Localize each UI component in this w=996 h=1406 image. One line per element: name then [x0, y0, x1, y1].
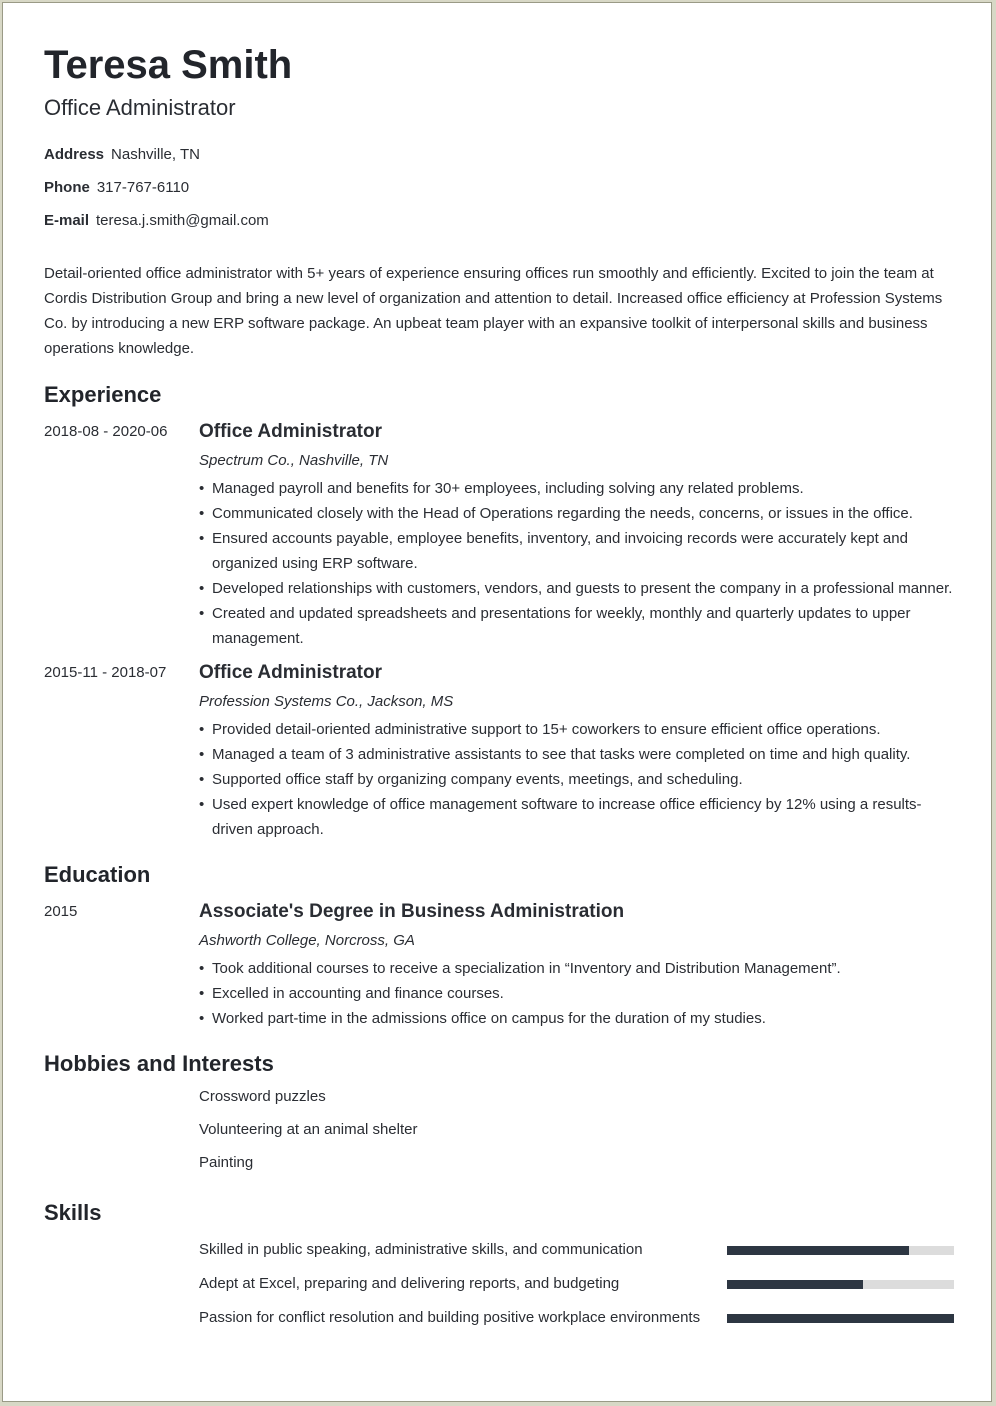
- contact-value: 317-767-6110: [96, 179, 190, 196]
- skill-level-bar: [727, 1246, 954, 1255]
- hobby-item: Volunteering at an animal shelter: [199, 1121, 418, 1138]
- bullet-list: [199, 717, 954, 842]
- contact-value: teresa.j.smith@gmail.com: [96, 212, 269, 229]
- entry-body: [199, 421, 954, 651]
- skill-name: Passion for conflict resolution and building positive workplace environments: [199, 1309, 701, 1326]
- hobby-item: Crossword puzzles: [199, 1088, 326, 1105]
- experience-entry: [44, 662, 954, 842]
- hobby-item: Painting: [199, 1154, 254, 1171]
- bullet-item: • Excelled in accounting and finance courses.: [199, 981, 954, 1006]
- bullet-item: • Managed payroll and benefits for 30+ employees, including solving any related problems.: [199, 476, 954, 501]
- skill-level-fill: [727, 1314, 954, 1323]
- resume-page: [2, 2, 992, 1402]
- contact-label: Phone: [44, 179, 90, 196]
- skill-row: [199, 1301, 954, 1335]
- skills-heading: Skills: [44, 1200, 102, 1225]
- resume-content: [44, 41, 954, 1335]
- bullet-item: • Provided detail-oriented administrative support to 15+ coworkers to ensure efficient office operations.: [199, 717, 954, 742]
- hobbies-heading: Hobbies and Interests: [44, 1051, 274, 1076]
- skill-row: [199, 1233, 954, 1267]
- entry-dates: 2015: [44, 903, 78, 920]
- skill-level-bar: [727, 1314, 954, 1323]
- skill-name: Adept at Excel, preparing and delivering reports, and budgeting: [199, 1275, 620, 1292]
- bullet-list: [199, 956, 954, 1031]
- bullet-item: • Ensured accounts payable, employee benefits, inventory, and invoicing records were accurately kept and organized using ERP software.: [199, 526, 954, 576]
- education-heading: Education: [44, 862, 151, 887]
- education-entry: [44, 901, 954, 1031]
- contact-label: Address: [44, 146, 105, 163]
- candidate-title: Office Administrator: [44, 95, 236, 120]
- skill-level-bar: [727, 1280, 954, 1289]
- skill-level-fill: [727, 1246, 909, 1255]
- job-title: Office Administrator: [199, 662, 382, 683]
- skill-level-fill: [727, 1280, 863, 1289]
- skill-row: [199, 1267, 954, 1301]
- skills-list: [44, 1233, 954, 1335]
- hobbies-list: [199, 1087, 954, 1186]
- experience-heading: Experience: [44, 382, 162, 407]
- entry-dates: 2015-11 - 2018-07: [44, 664, 167, 681]
- company-name: Spectrum Co., Nashville, TN: [199, 452, 389, 469]
- bullet-list: [199, 476, 954, 651]
- entry-body: [199, 662, 954, 842]
- bullet-item: • Worked part-time in the admissions office on campus for the duration of my studies.: [199, 1006, 954, 1031]
- bullet-item: • Took additional courses to receive a specialization in “Inventory and Distribution Management”.: [199, 956, 954, 981]
- contact-value: Nashville, TN: [111, 146, 200, 163]
- skill-name: Skilled in public speaking, administrative skills, and communication: [199, 1241, 643, 1258]
- contact-block: [44, 146, 954, 245]
- summary-paragraph: Detail-oriented office administrator with 5+ years of experience ensuring offices run smoothly and efficiently. Excited to join the team at Cordis Distribution Group and bring a new level of organization and attention to detail. Increased office efficiency at Profession Systems Co. by introducing a new ERP software package. An upbeat team player with an expansive toolkit of interpersonal skills and business operations knowledge.: [44, 265, 943, 357]
- experience-entry: [44, 421, 954, 651]
- bullet-item: • Created and updated spreadsheets and presentations for weekly, monthly and quarterly updates to upper management.: [199, 601, 954, 651]
- bullet-item: • Supported office staff by organizing company events, meetings, and scheduling.: [199, 767, 954, 792]
- degree-title: Associate's Degree in Business Administration: [199, 901, 625, 922]
- contact-email: [44, 212, 954, 245]
- school-name: Ashworth College, Norcross, GA: [199, 932, 415, 949]
- job-title: Office Administrator: [199, 421, 382, 442]
- candidate-name: Teresa Smith: [44, 43, 293, 87]
- bullet-item: • Used expert knowledge of office management software to increase office efficiency by 12% using a results-driven approach.: [199, 792, 954, 842]
- bullet-item: • Developed relationships with customers, vendors, and guests to present the company in a professional manner.: [199, 576, 954, 601]
- contact-phone: [44, 179, 954, 212]
- bullet-item: • Managed a team of 3 administrative assistants to see that tasks were completed on time and high quality.: [199, 742, 954, 767]
- contact-address: [44, 146, 954, 179]
- contact-label: E-mail: [44, 212, 90, 229]
- entry-body: [199, 901, 954, 1031]
- entry-dates: 2018-08 - 2020-06: [44, 423, 168, 440]
- bullet-item: • Communicated closely with the Head of Operations regarding the needs, concerns, or issues in the office.: [199, 501, 954, 526]
- company-name: Profession Systems Co., Jackson, MS: [199, 693, 454, 710]
